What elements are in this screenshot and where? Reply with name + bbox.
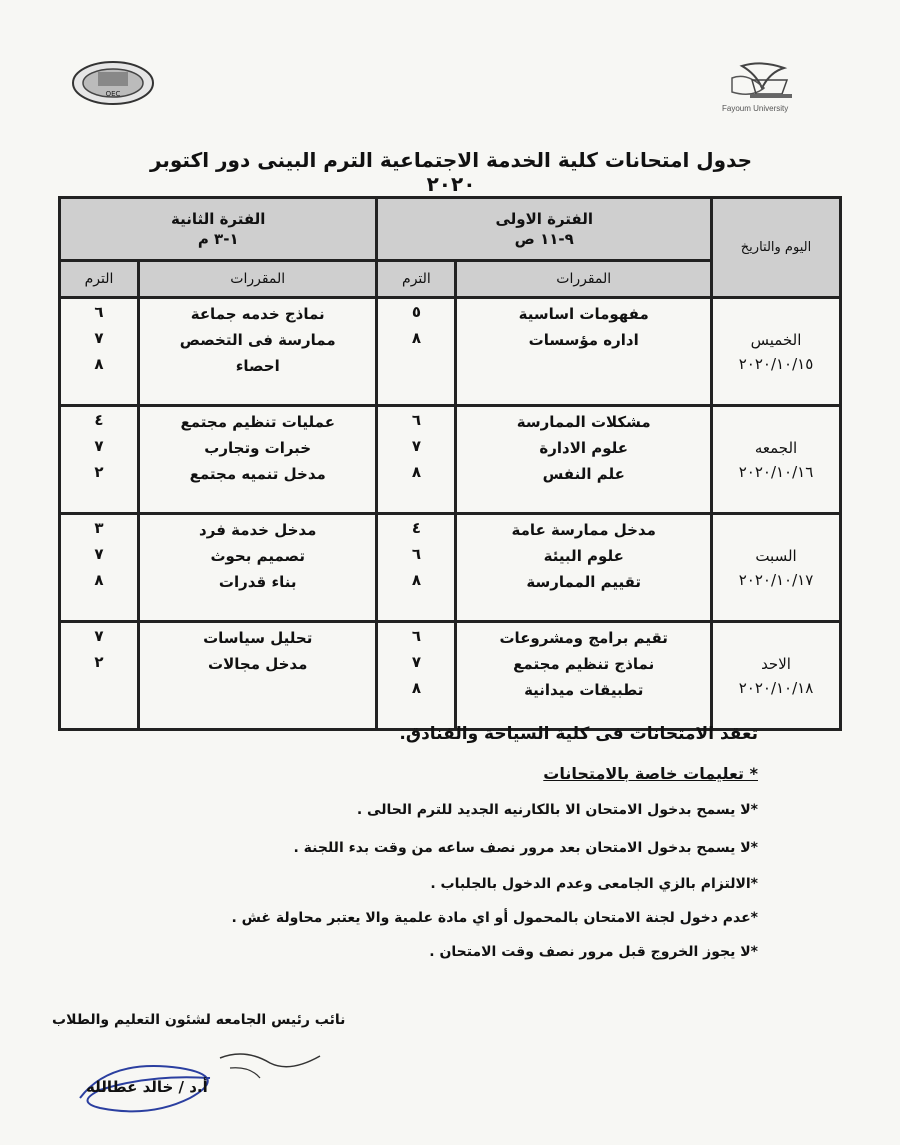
course-name: مفهومات اساسية — [518, 305, 649, 323]
term-number: ٦ — [94, 303, 104, 321]
day-cell — [712, 298, 841, 406]
period1-terms — [377, 298, 456, 406]
course-name — [465, 353, 702, 379]
period1-courses — [456, 622, 712, 730]
period2-time: ١-٣ م — [197, 230, 239, 248]
table-row — [60, 514, 841, 622]
oec-seal-icon — [68, 58, 158, 108]
course-name: بناء قدرات — [218, 573, 297, 591]
instruction-item: *الالتزام بالزي الجامعى وعدم الدخول بالجلباب . — [430, 876, 758, 892]
term-number: ٧ — [411, 437, 421, 455]
day-cell — [712, 622, 841, 730]
course-name: عمليات تنظيم مجتمع — [180, 413, 335, 431]
instructions-heading: * تعليمات خاصة بالامتحانات — [543, 764, 758, 783]
day-cell — [712, 406, 841, 514]
university-logo-caption: Fayoum University — [722, 104, 789, 113]
course-name: خبرات وتجارب — [204, 439, 312, 457]
day-name: الخميس — [750, 330, 802, 349]
table-row — [60, 622, 841, 730]
course-name: اداره مؤسسات — [528, 331, 639, 349]
table-row — [60, 406, 841, 514]
table-row — [60, 298, 841, 406]
term-number: ٨ — [94, 571, 104, 589]
course-name: احصاء — [235, 357, 280, 375]
term-number: ٨ — [411, 571, 421, 589]
period1-courses — [456, 514, 712, 622]
signatory-name: أ.د / خالد عطالله — [86, 1078, 208, 1096]
period1-time: ٩-١١ ص — [514, 230, 574, 248]
exam-schedule-table — [58, 196, 842, 731]
period2-header — [60, 198, 377, 261]
course-name: علوم الادارة — [539, 439, 629, 457]
page-title: جدول امتحانات كلية الخدمة الاجتماعية الترم البينى دور اكتوبر ٢٠٢٠ — [142, 148, 760, 201]
day-date-header: اليوم والتاريخ — [712, 198, 841, 298]
term-number: ٥ — [411, 303, 421, 321]
term-number: ٣ — [94, 519, 104, 537]
course-name: نماذج خدمه جماعة — [190, 305, 325, 323]
term-number: ٤ — [411, 519, 421, 537]
term-number: ٧ — [94, 329, 104, 347]
course-name: علوم البيئة — [543, 547, 624, 565]
period1-term-header: الترم — [377, 261, 456, 298]
oec-logo — [68, 58, 158, 108]
course-name: مدخل خدمة فرد — [199, 521, 317, 539]
term-number: ٨ — [411, 679, 421, 697]
instruction-item: *لا يسمح بدخول الامتحان بعد مرور نصف ساعه من وقت بدء اللجنة . — [293, 840, 758, 856]
period2-terms — [60, 622, 139, 730]
course-name — [148, 677, 367, 703]
course-name: مدخل ممارسة عامة — [511, 521, 656, 539]
course-name: تقييم الممارسة — [526, 573, 642, 591]
title-wrap — [142, 148, 760, 201]
period2-name: الفترة الثانية — [170, 210, 266, 228]
term-number: ٧ — [94, 437, 104, 455]
period1-terms — [377, 622, 456, 730]
day-date: ٢٠٢٠/١٠/١٦ — [738, 462, 814, 481]
course-name: نماذج تنظيم مجتمع — [513, 655, 655, 673]
term-number: ٦ — [411, 411, 421, 429]
term-number: ٦ — [411, 627, 421, 645]
course-name: ممارسة فى التخصص — [179, 331, 336, 349]
period1-name: الفترة الاولى — [495, 210, 593, 228]
course-name: علم النفس — [542, 465, 625, 483]
day-name: الجمعه — [754, 438, 798, 457]
course-name: تطبيقات ميدانية — [524, 681, 644, 699]
day-date: ٢٠٢٠/١٠/١٧ — [738, 570, 814, 589]
period2-term-header: الترم — [60, 261, 139, 298]
term-number: ٢ — [94, 463, 104, 481]
term-number: ٢ — [94, 653, 104, 671]
oec-logo-text: OEC — [105, 90, 121, 98]
period2-courses — [139, 514, 377, 622]
term-number: ٨ — [411, 329, 421, 347]
term-number: ٧ — [94, 545, 104, 563]
period1-courses-header: المقررات — [456, 261, 712, 298]
instruction-item: *لا يجوز الخروج قبل مرور نصف وقت الامتحان . — [429, 944, 758, 960]
period2-courses — [139, 298, 377, 406]
term-number: ٧ — [411, 653, 421, 671]
period1-courses — [456, 406, 712, 514]
course-name: مدخل مجالات — [208, 655, 308, 673]
period1-terms — [377, 406, 456, 514]
term-number: ٨ — [94, 355, 104, 373]
term-number: ٨ — [411, 463, 421, 481]
day-date: ٢٠٢٠/١٠/١٨ — [738, 678, 814, 697]
day-date: ٢٠٢٠/١٠/١٥ — [738, 354, 814, 373]
course-name: تصميم بحوث — [210, 547, 305, 565]
period1-header — [377, 198, 712, 261]
day-cell — [712, 514, 841, 622]
period2-courses — [139, 406, 377, 514]
university-logo — [692, 58, 832, 118]
period1-terms — [377, 514, 456, 622]
period2-terms — [60, 514, 139, 622]
instruction-item: *عدم دخول لجنة الامتحان بالمحمول أو اي مادة علمية والا يعتبر محاولة غش . — [231, 910, 758, 926]
period2-terms — [60, 406, 139, 514]
period2-terms — [60, 298, 139, 406]
day-name: الاحد — [761, 654, 791, 673]
term-number — [61, 675, 137, 701]
instruction-item: *لا يسمح بدخول الامتحان الا بالكارنيه الجديد للترم الحالى . — [356, 802, 758, 818]
term-number: ٦ — [411, 545, 421, 563]
period2-courses — [139, 622, 377, 730]
course-name: تحليل سياسات — [203, 629, 313, 647]
term-number: ٧ — [94, 627, 104, 645]
period1-courses — [456, 298, 712, 406]
term-number — [378, 351, 454, 377]
day-name: السبت — [755, 546, 797, 565]
course-name: مشكلات الممارسة — [516, 413, 651, 431]
signature-title: نائب رئيس الجامعه لشئون التعليم والطلاب — [52, 1012, 346, 1028]
course-name: تقيم برامج ومشروعات — [499, 629, 668, 647]
venue-note: تعقد الامتحانات فى كلية السياحة والفنادق. — [399, 724, 758, 744]
period2-courses-header: المقررات — [139, 261, 377, 298]
course-name: مدخل تنميه مجتمع — [189, 465, 326, 483]
term-number: ٤ — [94, 411, 104, 429]
